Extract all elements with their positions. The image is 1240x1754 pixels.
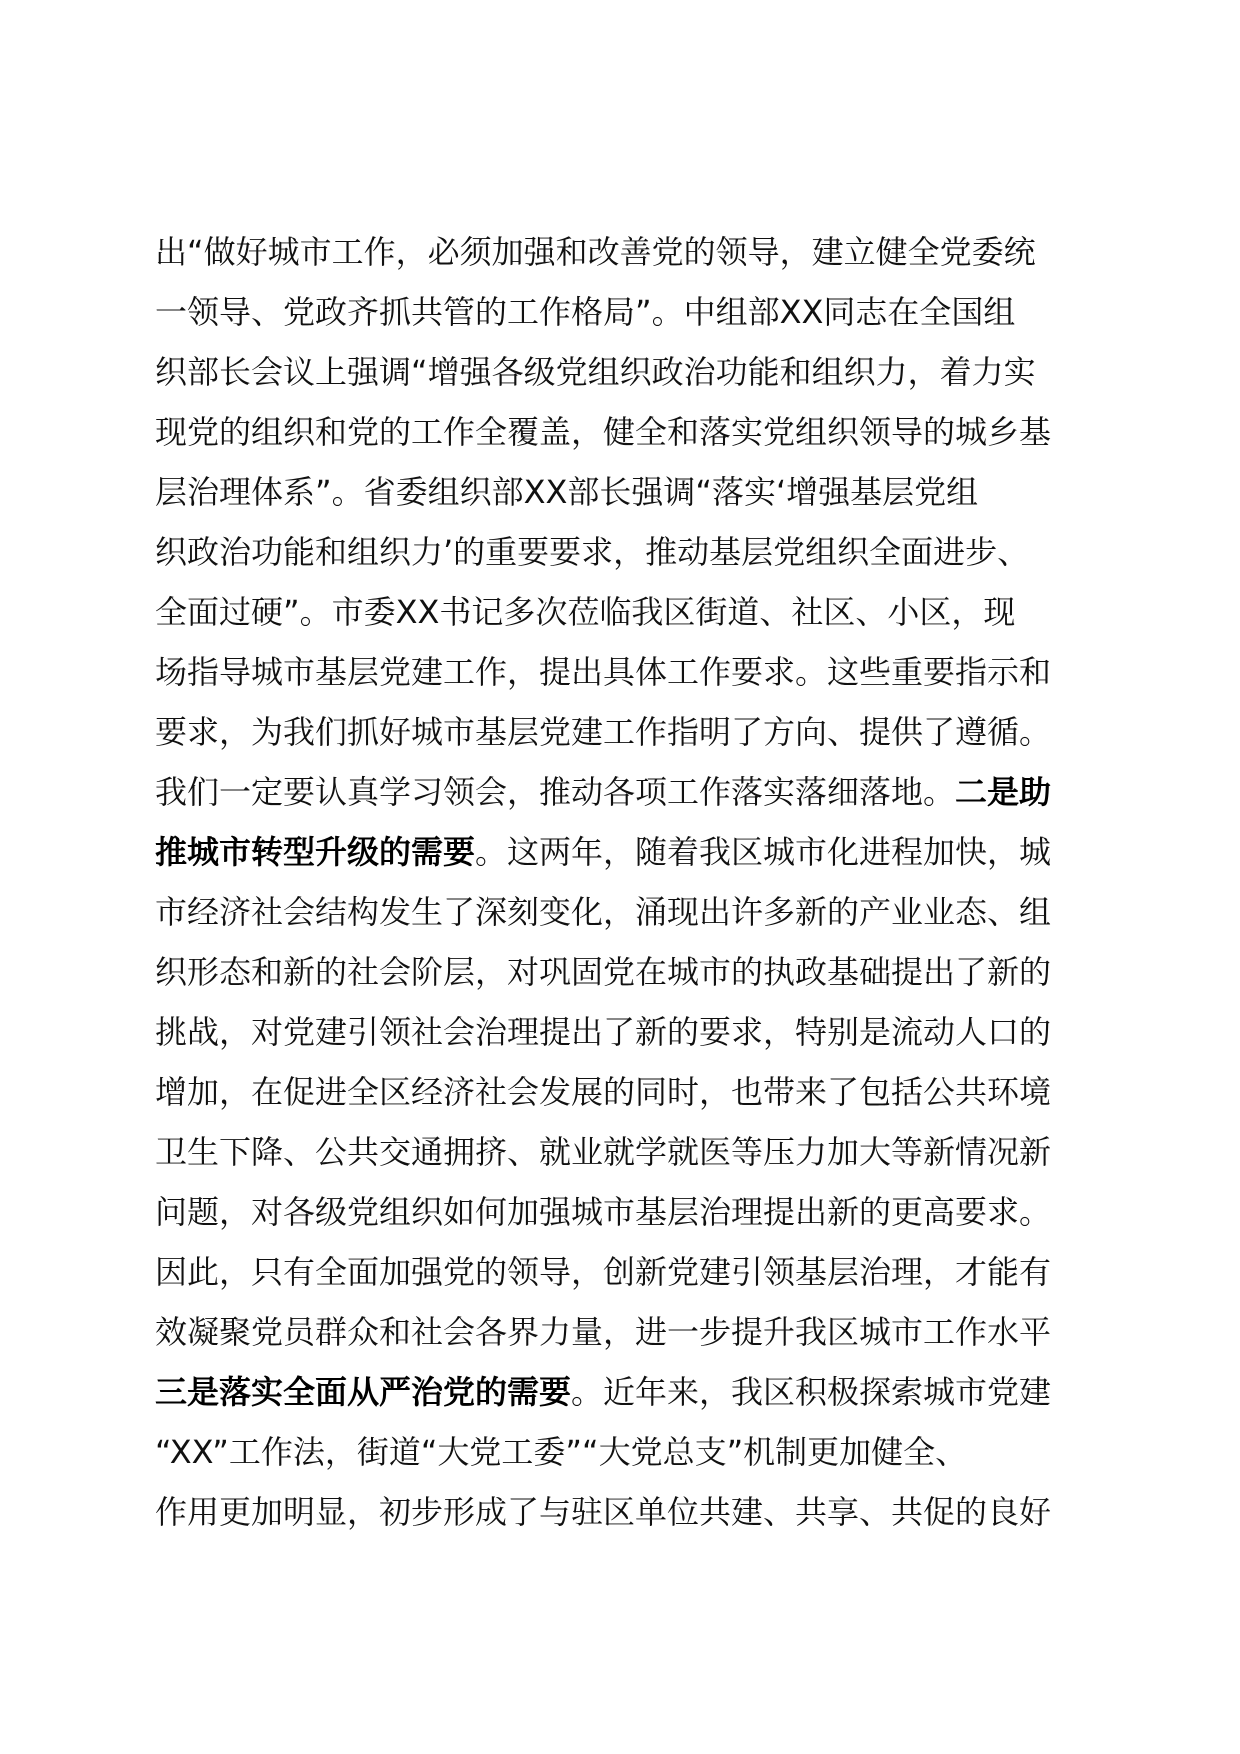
- text-line: [155, 342, 1115, 402]
- text-line: [155, 1242, 1115, 1302]
- text-line: [155, 1422, 1115, 1482]
- text-line: [155, 282, 1115, 342]
- bold-heading-run: 三是落实全面从严治党的需要: [155, 1373, 572, 1411]
- text-line: [155, 762, 1115, 822]
- text-run: 卫生下降、公共交通拥挤、就业就学就医等压力加大等新情况新: [155, 1133, 1052, 1171]
- body-paragraph: [155, 222, 1115, 1542]
- text-line: [155, 522, 1115, 582]
- text-line: [155, 822, 1115, 882]
- text-run: 层治理体系”。省委组织部XX部长强调“落实‘增强基层党组: [155, 473, 979, 511]
- text-line: [155, 1182, 1115, 1242]
- text-run: 因此，只有全面加强党的领导，创新党建引领基层治理，才能有: [155, 1253, 1052, 1291]
- text-run: “XX”工作法，街道“大党工委”“大党总支”机制更加健全、: [155, 1433, 968, 1471]
- text-run: 织政治功能和组织力’的重要要求，推动基层党组织全面进步、: [155, 533, 1030, 571]
- text-line: [155, 1482, 1115, 1542]
- text-run: 织部长会议上强调“增强各级党组织政治功能和组织力，着力实: [155, 353, 1036, 391]
- text-line: [155, 462, 1115, 522]
- text-line: [155, 1302, 1115, 1362]
- text-run: 挑战，对党建引领社会治理提出了新的要求，特别是流动人口的: [155, 1013, 1052, 1051]
- bold-heading-run: 推城市转型升级的需要: [155, 833, 476, 871]
- text-run: 织形态和新的社会阶层，对巩固党在城市的执政基础提出了新的: [155, 953, 1052, 991]
- text-run: 一领导、党政齐抓共管的工作格局”。中组部XX同志在全国组: [155, 293, 1016, 331]
- text-line: [155, 942, 1115, 1002]
- text-line: [155, 1362, 1115, 1422]
- text-line: [155, 642, 1115, 702]
- text-run: 市经济社会结构发生了深刻变化，涌现出许多新的产业业态、组: [155, 893, 1052, 931]
- text-run: 我们一定要认真学习领会，推动各项工作落实落细落地。: [155, 773, 956, 811]
- text-run: 增加，在促进全区经济社会发展的同时，也带来了包括公共环境: [155, 1073, 1052, 1111]
- text-line: [155, 882, 1115, 942]
- text-line: [155, 702, 1115, 762]
- text-run: 。近年来，我区积极探索城市党建: [571, 1373, 1052, 1411]
- text-run: 问题，对各级党组织如何加强城市基层治理提出新的更高要求。: [155, 1193, 1052, 1231]
- text-line: [155, 222, 1115, 282]
- text-line: [155, 1062, 1115, 1122]
- text-run: 全面过硬”。市委XX书记多次莅临我区街道、社区、小区，现: [155, 593, 1016, 631]
- text-line: [155, 1002, 1115, 1062]
- text-line: [155, 402, 1115, 462]
- text-run: 出“做好城市工作，必须加强和改善党的领导，建立健全党委统: [155, 233, 1036, 271]
- text-run: 作用更加明显，初步形成了与驻区单位共建、共享、共促的良好: [155, 1493, 1052, 1531]
- text-line: [155, 1122, 1115, 1182]
- text-run: 。这两年，随着我区城市化进程加快，城: [475, 833, 1052, 871]
- text-run: 场指导城市基层党建工作，提出具体工作要求。这些重要指示和: [155, 653, 1052, 691]
- text-run: 效凝聚党员群众和社会各界力量，进一步提升我区城市工作水平: [155, 1313, 1052, 1351]
- text-run: 现党的组织和党的工作全覆盖，健全和落实党组织领导的城乡基: [155, 413, 1052, 451]
- bold-heading-run: 二是助: [955, 773, 1052, 811]
- text-line: [155, 582, 1115, 642]
- text-run: 要求，为我们抓好城市基层党建工作指明了方向、提供了遵循。: [155, 713, 1052, 751]
